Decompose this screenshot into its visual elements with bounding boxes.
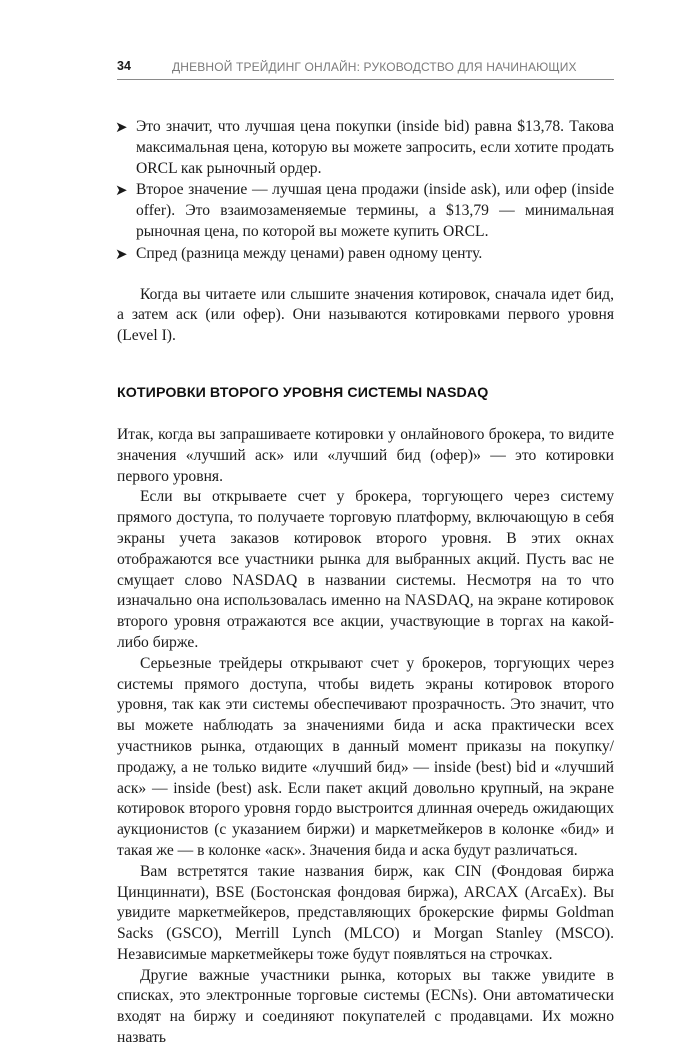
body-paragraph: Итак, когда вы запрашиваете котировки у онлайнового брокера, то видите значения «лучший аск» или «лучший бид (офер)» — это котировки первого уровня. [117,425,614,485]
bullet-item [117,244,614,265]
arrow-bullet-icon: ➤ [115,244,128,263]
level-one-paragraph: Когда вы читаете или слышите значения котировок, сначала идет бид, а затем аск (или офер). Они называются котировками первого уровня (Level I). [117,285,614,345]
page-body [117,117,614,1049]
bullet-text: Второе значение — лучшая цена продажи (inside ask), или офер (inside offer). Это взаимозаменяемые термины, а $13,79 — минимальная рыночная цена, по которой вы можете купить ORCL. [136,181,614,240]
running-title: ДНЕВНОЙ ТРЕЙДИНГ ОНЛАЙН: РУКОВОДСТВО ДЛЯ НАЧИНАЮЩИХ [172,60,577,74]
section-heading: КОТИРОВКИ ВТОРОГО УРОВНЯ СИСТЕМЫ NASDAQ [117,384,489,401]
body-paragraph: Вам встретятся такие названия бирж, как CIN (Фондовая биржа Цинциннати), BSE (Бостонская фондовая биржа), ARCAX (ArcaEx). Вы увидите маркетмейкеров, представляющих брокерские фирмы Goldman Sacks (GSCO), Merrill Lynch (MLCO) и Morgan Stanley (MSCO). Независимые маркетмейкеры тоже будут появляться на строчках. [117,862,614,963]
body-paragraph: Серьезные трейдеры открывают счет у брокеров, торгующих через системы прямого доступа, чтобы видеть экраны котировок второго уровня, так как эти системы обеспечивают прозрачность. Это значит, что вы можете наблюдать за значениями бида и аска практически всех участников рынка, отдающих в данный момент приказы на покупку/продажу, а не только видите «лучший бид» — inside (best) bid и «лучший аск» — inside (best) ask. Если пакет акций довольно крупный, на экране котировок второго уровня гордо выстроится длинная очередь ожидающих аукционистов (с указанием биржи) и маркетмейкеров в колонке «бид» и такая же — в колонке «аск». Значения бида и аска будут различаться. [117,654,614,859]
body-paragraph: Если вы открываете счет у брокера, торгующего через систему прямого доступа, то получаете торговую платформу, включающую в себя экраны учета заказов котировок второго уровня. В этих окнах отображаются все участники рынка для выбранных акций. Пусть вас не смущает слово NASDAQ в названии системы. Несмотря на то что изначально она использовалась именно на NASDAQ, на экране котировок второго уровня отражаются все акции, участвующие в торгах на какой-либо бирже. [117,488,614,651]
bullet-text: Это значит, что лучшая цена покупки (inside bid) равна $13,78. Такова максимальная цена, которую вы можете запросить, если хотите продать ORCL как рыночный ордер. [136,118,614,177]
bullet-list [117,117,614,265]
arrow-bullet-icon: ➤ [115,118,128,136]
bullet-item [117,180,614,242]
bullet-text: Спред (разница между ценами) равен одному центу. [136,244,483,262]
page-number: 34 [117,59,131,73]
arrow-bullet-icon: ➤ [115,181,128,200]
page-header [117,57,614,80]
body-paragraph: Другие важные участники рынка, которых вы также увидите в списках, это электронные торговые системы (ECNs). Они автоматически входят на биржу и соединяют покупателей с продавцами. Их можно назвать [117,966,614,1047]
bullet-item [117,117,614,179]
